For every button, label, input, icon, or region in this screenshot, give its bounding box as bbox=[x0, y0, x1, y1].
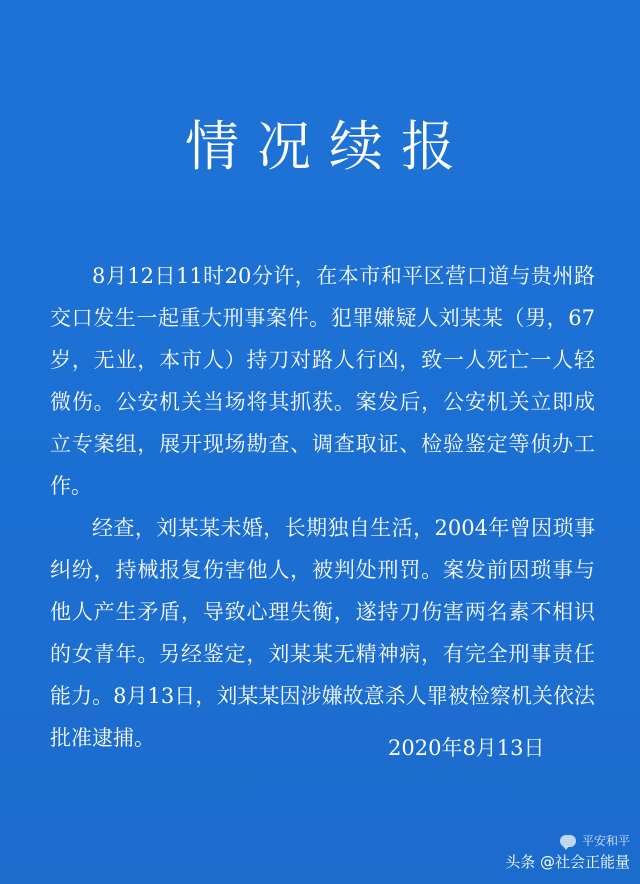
chat-bubble-icon bbox=[560, 835, 576, 847]
notice-title: 情况续报 bbox=[185, 115, 473, 178]
watermark-top-text: 平安和平 bbox=[581, 834, 630, 848]
watermark-bottom-text: 头条 @社会正能量 bbox=[505, 853, 630, 871]
notice-date: 2020年8月13日 bbox=[388, 736, 545, 760]
body-paragraph-2: 经查，刘某某未婚，长期独自生活，2004年曾因琐事纠纷，持械报复伤害他人，被判处刑罚。案发前因琐事与他人产生矛盾，导致心理失衡，遂持刀伤害两名素不相识的女青年。另经鉴定，刘某某无精神病，有完全刑事责任能力。8月13日，刘某某因涉嫌故意杀人罪被检察机关依法批准逮捕。 bbox=[50, 516, 595, 750]
watermark-top bbox=[560, 832, 630, 849]
watermark-bottom bbox=[505, 851, 630, 872]
body-paragraph-1: 8月12日11时20分许，在本市和平区营口道与贵州路交口发生一起重大刑事案件。犯罪嫌疑人刘某某（男，67岁，无业，本市人）持刀对路人行凶，致一人死亡一人轻微伤。公安机关当场将其抓获。案发后，公安机关立即成立专案组，展开现场勘查、调查取证、检验鉴定等侦办工作。 bbox=[50, 264, 595, 498]
watermark bbox=[505, 832, 630, 872]
notice-body bbox=[50, 255, 595, 759]
